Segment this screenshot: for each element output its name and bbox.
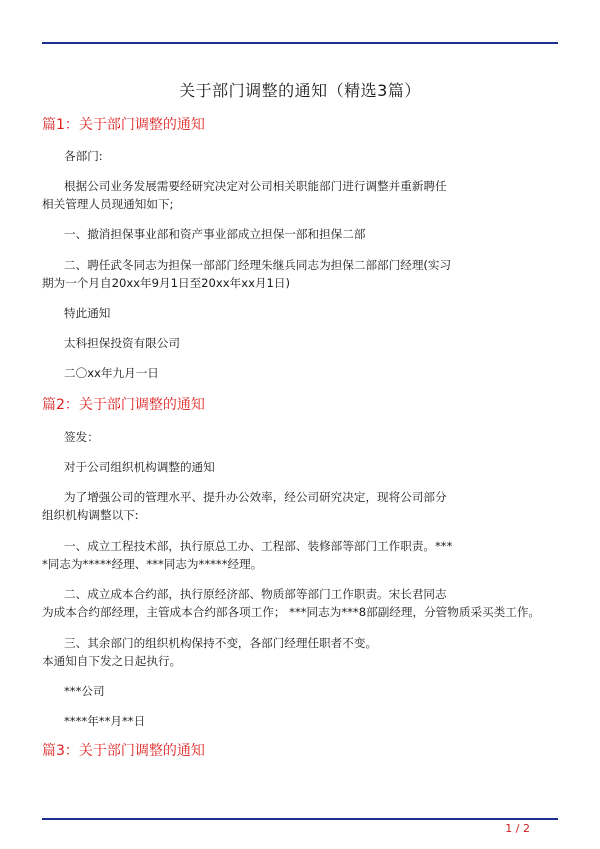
bottom-rule — [42, 818, 558, 820]
article-1-item-1: 一、撤消担保事业部和资产事业部成立担保一部和担保二部 — [64, 227, 366, 241]
article-2-effective-note: 本通知自下发之日起执行。 — [42, 654, 182, 668]
article-2-subject: 对于公司组织机构调整的通知 — [64, 460, 215, 474]
article-2-item-1-line: 一、成立工程技术部，执行原总工办、工程部、装修部等部门工作职责。*** — [64, 539, 453, 553]
article-3-heading: 篇3：关于部门调整的通知 — [42, 743, 205, 759]
article-1-paragraph-line: 相关管理人员现通知如下; — [42, 197, 174, 211]
article-1-item-2-line: 期为一个月自20xx年9月1日至20xx年xx月1日) — [42, 276, 291, 290]
article-1-item-2-line: 二、聘任武冬同志为担保一部部门经理朱继兵同志为担保二部部门经理(实习 — [64, 258, 452, 272]
article-2-company: ***公司 — [64, 684, 105, 698]
article-1-company: 太科担保投资有限公司 — [64, 336, 180, 350]
article-1-date: 二〇xx年九月一日 — [64, 366, 159, 380]
article-2-paragraph-line: 组织机构调整以下: — [42, 508, 139, 522]
article-2-item-2-line: 二、成立成本合约部，执行原经济部、物质部等部门工作职责。宋长君同志 — [64, 587, 447, 601]
article-2-paragraph-line: 为了增强公司的管理水平、提升办公效率，经公司研究决定，现将公司部分 — [64, 490, 447, 504]
article-1-salutation: 各部门: — [64, 149, 103, 163]
article-2-item-2-line: 为成本合约部经理，主管成本合约部各项工作； ***同志为***8部副经理，分管物质采买类工作。 — [42, 605, 541, 619]
page-number: 1 / 2 — [505, 822, 530, 835]
top-rule — [42, 42, 558, 44]
article-2-item-1-line: *同志为*****经理、***同志为*****经理。 — [42, 557, 263, 571]
article-2-date: ****年**月**日 — [64, 714, 146, 728]
article-2-item-3: 三、其余部门的组织机构保持不变，各部门经理任职者不变。 — [64, 636, 378, 650]
article-2-issuer: 签发： — [64, 430, 99, 444]
document-title: 关于部门调整的通知（精选3篇） — [179, 81, 421, 100]
article-1-paragraph-line: 根据公司业务发展需要经研究决定对公司相关职能部门进行调整并重新聘任 — [64, 179, 447, 193]
article-1-closing: 特此通知 — [64, 306, 111, 320]
article-2-heading: 篇2：关于部门调整的通知 — [42, 397, 205, 413]
article-1-heading: 篇1：关于部门调整的通知 — [42, 117, 205, 133]
